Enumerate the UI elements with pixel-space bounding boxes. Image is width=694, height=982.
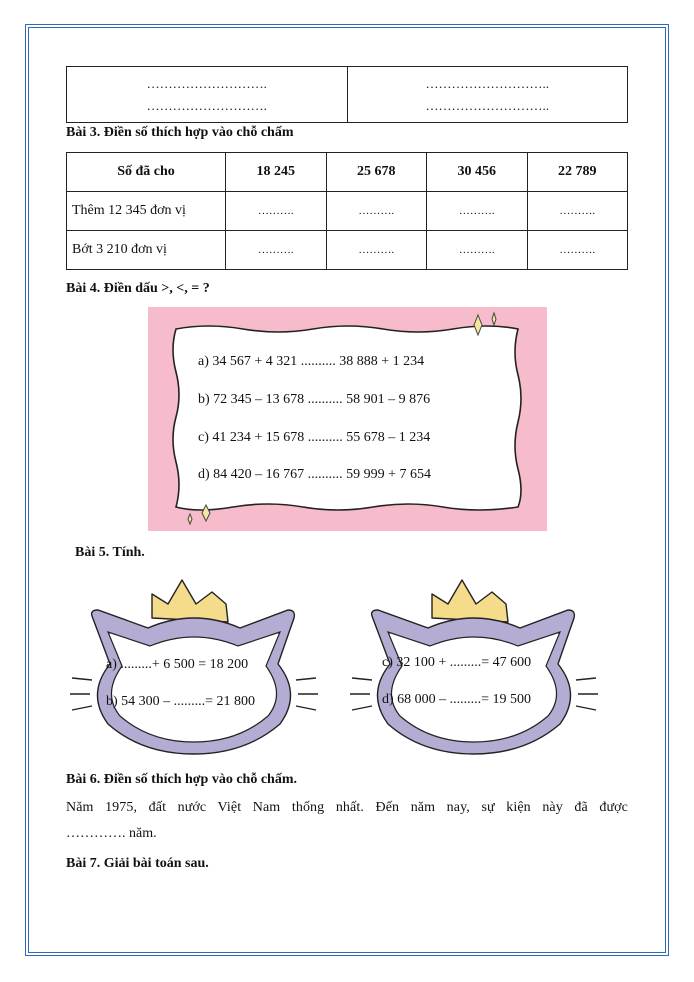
blank-cell: ………. [326, 192, 427, 231]
blank-cell: ………. [527, 192, 628, 231]
bai4-item-c: c) 41 234 + 15 678 .......... 55 678 – 1 234 [198, 430, 431, 445]
top-answer-table [66, 66, 628, 123]
blank-cell: ………. [427, 192, 528, 231]
header-cell: Số đã cho [67, 153, 226, 192]
bai4-item-b: b) 72 345 – 13 678 .......... 58 901 – 9 876 [198, 392, 431, 407]
blank-cell: ………. [226, 192, 327, 231]
table-row [67, 192, 628, 231]
dotted-line: ……………………….. [425, 97, 549, 113]
table-header-row [67, 153, 628, 192]
bai6-title: Bài 6. Điền số thích hợp vào chỗ chấm. [66, 772, 297, 787]
dotted-line: ……………………….. [425, 75, 549, 91]
row-label: Thêm 12 345 đơn vị [67, 192, 226, 231]
bai4-item-a: a) 34 567 + 4 321 .......... 38 888 + 1 234 [198, 354, 425, 369]
bai5-item-a: a) .........+ 6 500 = 18 200 [106, 657, 249, 672]
answer-cell [347, 67, 628, 123]
header-cell: 18 245 [226, 153, 327, 192]
blank-cell: ………. [427, 231, 528, 270]
header-cell: 22 789 [527, 153, 628, 192]
answer-cell [67, 67, 348, 123]
table-row [67, 67, 628, 123]
bai5-item-b: b) 54 300 – .........= 21 800 [106, 694, 256, 709]
blank-cell: ………. [527, 231, 628, 270]
bai6-line-2: …………. năm. [66, 826, 157, 841]
bai5-item-d: d) 68 000 – .........= 19 500 [382, 692, 532, 707]
blank-cell: ………. [226, 231, 327, 270]
wavy-card-icon [148, 307, 547, 531]
header-cell: 25 678 [326, 153, 427, 192]
bai3-title: Bài 3. Điền số thích hợp vào chỗ chấm [66, 125, 294, 140]
dotted-line: ………………………. [146, 97, 267, 113]
table-row [67, 231, 628, 270]
bai3-table [66, 152, 628, 270]
blank-cell: ………. [326, 231, 427, 270]
bai6-line-1: Năm 1975, đất nước Việt Nam thống nhất. Đến năm nay, sự kiện này đã được [66, 800, 628, 815]
bai4-item-d: d) 84 420 – 16 767 .......... 59 999 + 7 654 [198, 467, 432, 482]
bai5-item-c: c) 32 100 + .........= 47 600 [382, 655, 532, 670]
bai7-title: Bài 7. Giải bài toán sau. [66, 856, 209, 871]
bai5-title: Bài 5. Tính. [75, 545, 145, 560]
row-label: Bớt 3 210 đơn vị [67, 231, 226, 270]
header-cell: 30 456 [427, 153, 528, 192]
dotted-line: ………………………. [146, 75, 267, 91]
bai4-title: Bài 4. Điền dấu >, <, = ? [66, 281, 210, 296]
